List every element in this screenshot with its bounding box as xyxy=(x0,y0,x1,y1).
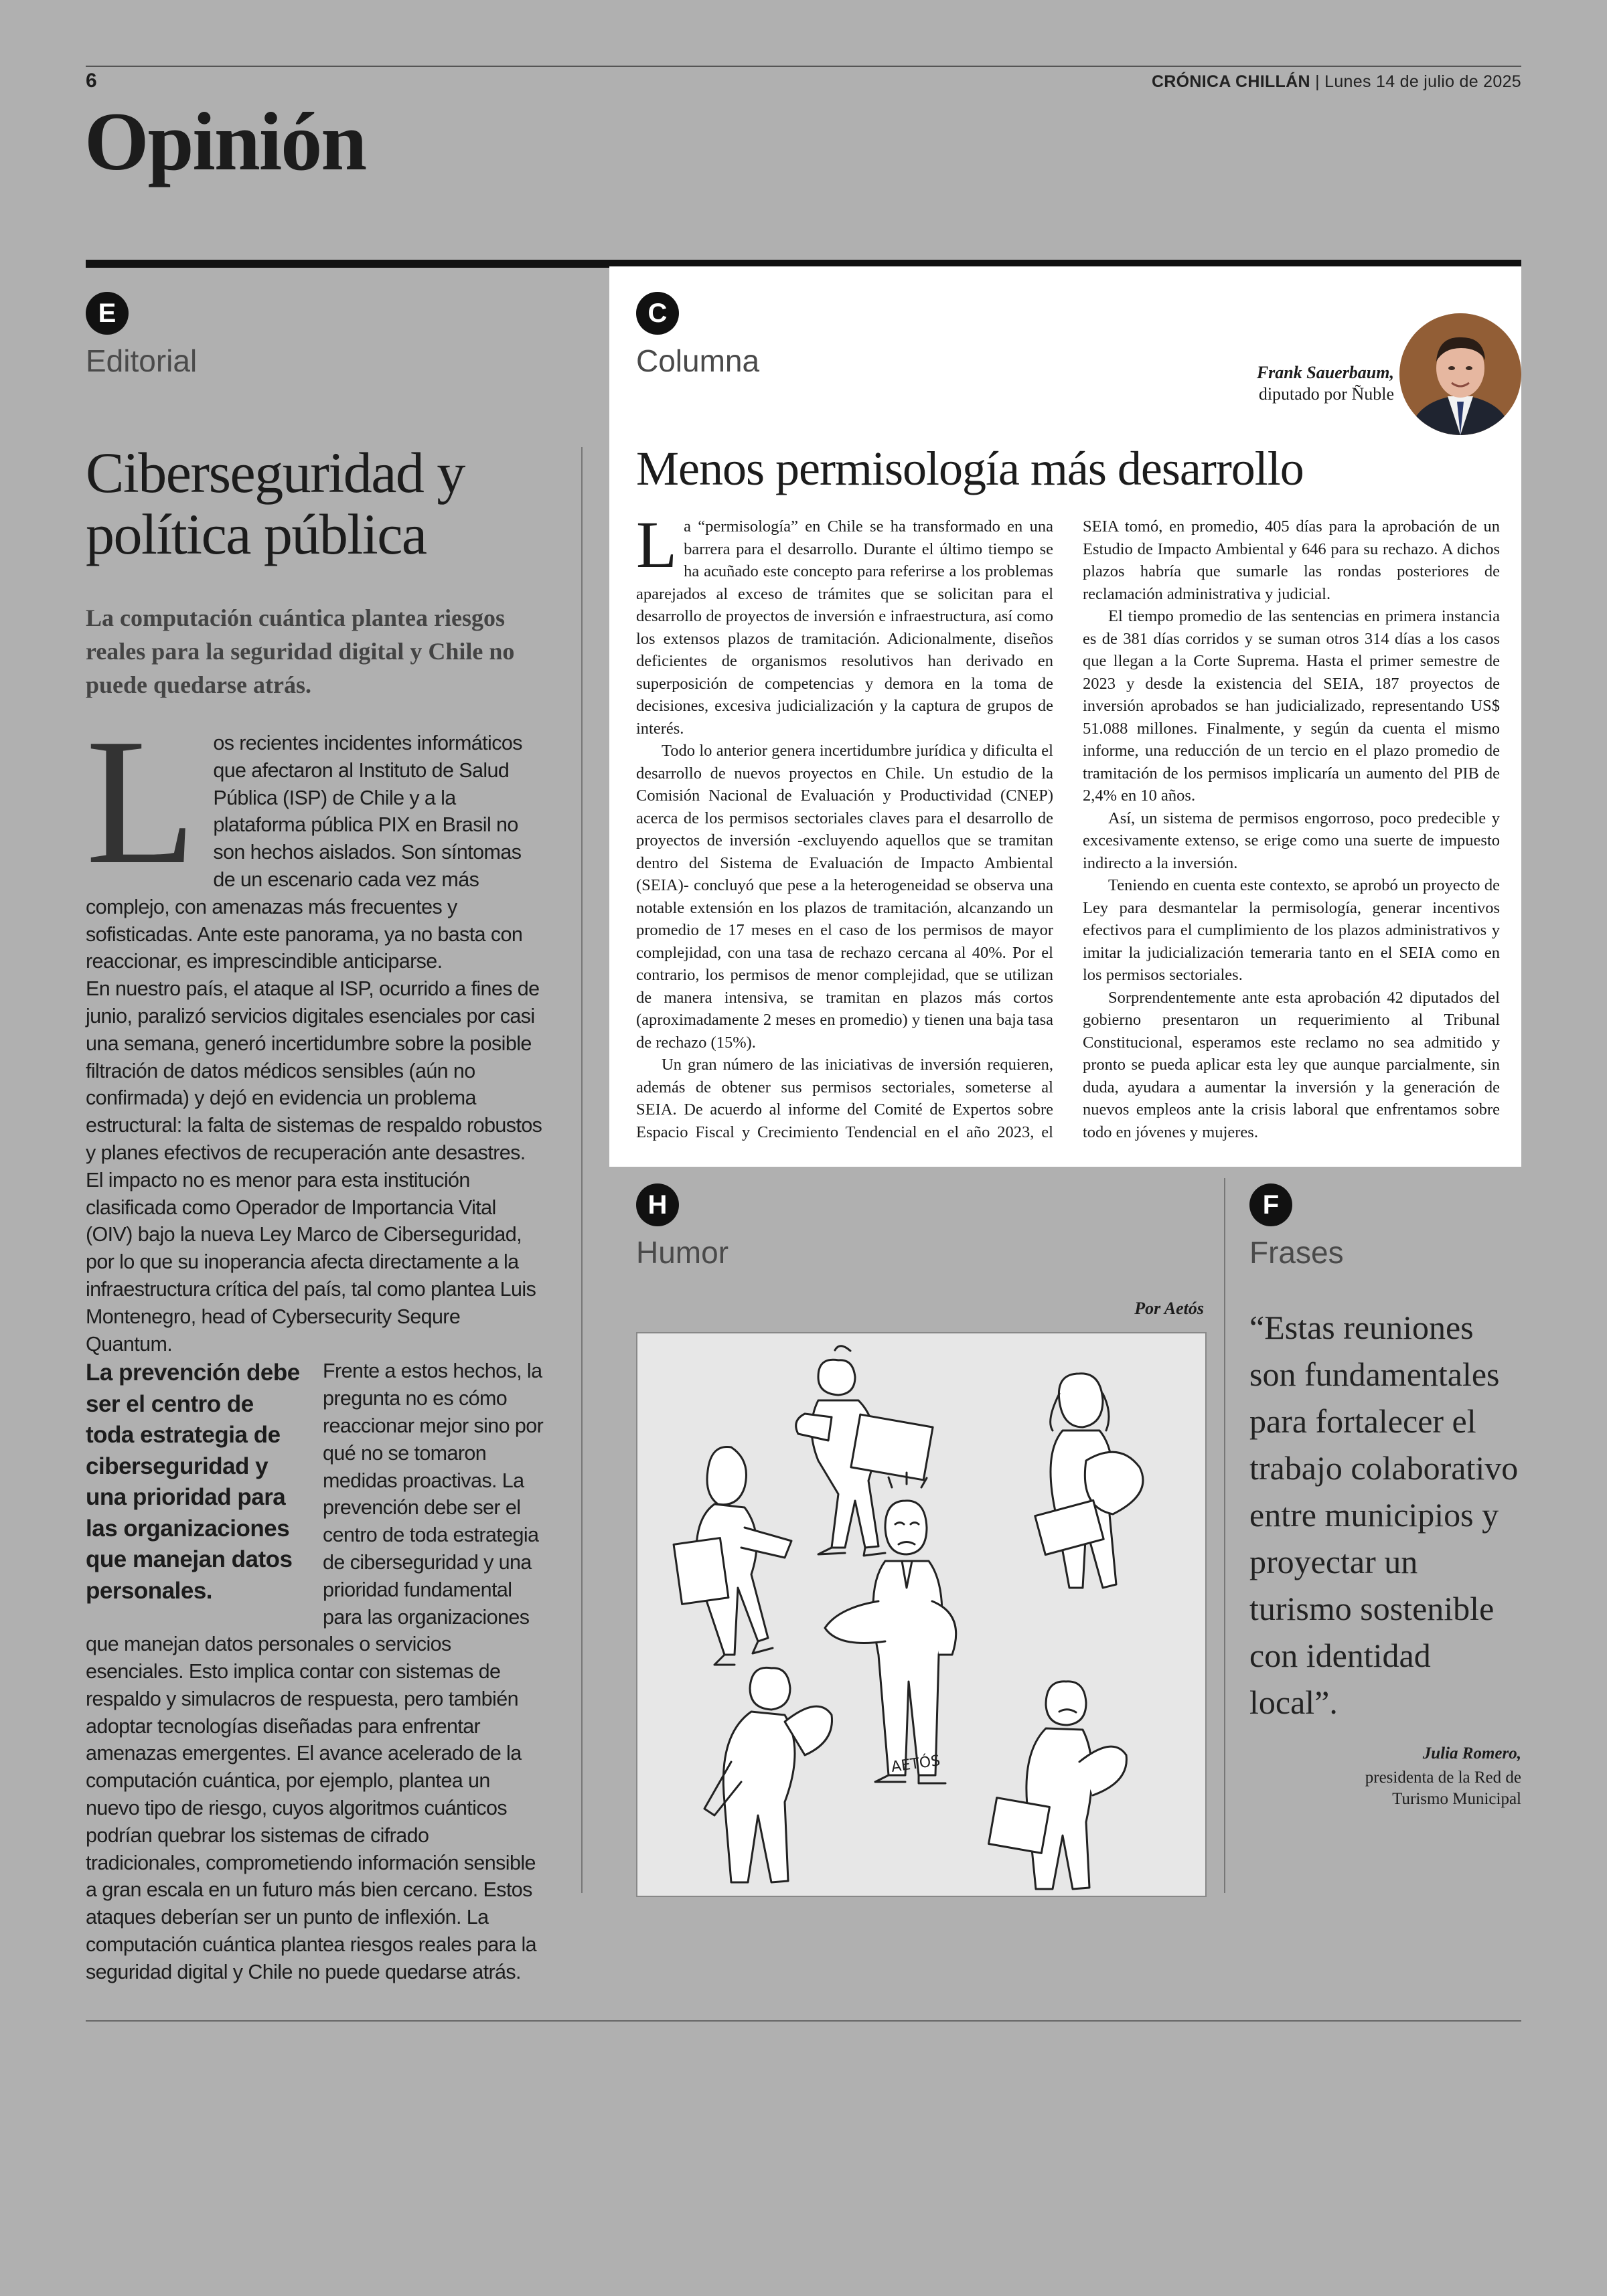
column-author-name: Frank Sauerbaum, xyxy=(1256,363,1394,382)
column-separator-right xyxy=(1224,1178,1225,1893)
top-rule xyxy=(86,66,1521,67)
issue-date: Lunes 14 de julio de 2025 xyxy=(1324,72,1521,91)
editorial-dropcap: L xyxy=(86,702,196,902)
cartoon-figure xyxy=(1035,1374,1143,1588)
editorial-badge: E xyxy=(86,292,129,335)
cartoon-signature: AETÓS xyxy=(890,1752,941,1776)
column-paragraph: Teniendo en cuenta este contexto, se aprobó un proyecto de Ley para desmantelar la permisología, generar incentivos efectivos para el cumplimiento de los plazos administrativos y imitar la judicialización temeraria tanto en el SEIA como en los permisos sectoriales. xyxy=(1083,876,1500,984)
editorial-paragraph-3: Frente a estos hechos, la pregunta no es cómo reaccionar mejor sino por qué no se tomaron medidas proactivas. La prevención debe ser el centro de toda estrategia de ciberseguridad y una prioridad fundamental para las organizaciones que manejan datos personales o servicios esenciales. Esto implica contar con sistemas de respaldo y simulacros de respuesta, pero también adoptar tecnologías diseñadas para enfrentar amenazas emergentes. El avance acelerado de la computación cuántica, por ejemplo, plantea un nuevo tipo de riesgo, cuyos algoritmos cuánticos podrían quebrar los sistemas de cifrado tradicionales, comprometiendo información sensible a gran escala en un futuro más bien cercano. Estos ataques deberían ser un punto de inflexión. La computación cuántica plantea riesgos reales para la seguridad digital y Chile no puede quedarse atrás. xyxy=(86,1360,544,1983)
column-headline: Menos permisología más desarrollo xyxy=(636,442,1304,495)
bottom-rule xyxy=(86,2020,1521,2022)
column-paragraph: Así, un sistema de permisos engorroso, poco predecible y excesivamente extenso, se erige como una suerte de impuesto indirecto a la inversión. xyxy=(1083,809,1500,872)
humor-label: Humor xyxy=(636,1235,729,1270)
column-badge: C xyxy=(636,292,679,335)
cartoon xyxy=(636,1332,1207,1897)
editorial-pullquote: La prevención debe ser el centro de toda estrategia de ciberseguridad y una prioridad para las organizaciones que manejan datos personales. xyxy=(86,1360,300,1604)
cartoon-bureaucrats-icon xyxy=(637,1333,1205,1896)
column-label: Columna xyxy=(636,343,760,378)
section-title: Opinión xyxy=(84,96,366,187)
column-paragraph: La “permisología” en Chile se ha transformado en una barrera para el desarrollo. Durante el último tiempo se ha acuñado este concepto para referirse a los problemas aparejados al exceso de trámites que se solicitan para el desarrollo de proyectos de inversión e infraestructura, así como los extensos plazos de tramitación. Adicionalmente, diseños deficientes de organismos resolutivos han derivado en superposición de competencias y demora en la toma de decisiones, excesiva judicialización y la captura de grupos de interés. xyxy=(636,507,1053,738)
humor-credit: Por Aetós xyxy=(1134,1299,1204,1318)
cartoon-figure xyxy=(674,1447,791,1665)
cartoon-figure xyxy=(989,1682,1127,1889)
editorial-paragraph-1: os recientes incidentes informáticos que afectaron al Instituto de Salud Pública (ISP) de Chile y a la plataforma pública PIX en Brasil no son hechos aislados. Son síntomas de un escenario cada vez más complejo, con amenazas más frecuentes y sofisticadas. Ante este panorama, ya no basta con reaccionar, es imprescindible anticiparse. xyxy=(86,732,523,973)
editorial-label: Editorial xyxy=(86,343,198,378)
column-separator-left xyxy=(581,447,583,1893)
editorial-body xyxy=(86,702,548,1986)
editorial-headline: Ciberseguridad y política pública xyxy=(86,440,465,566)
publication-name: CRÓNICA CHILLÁN xyxy=(1151,72,1310,91)
column-paragraph: Un gran número de las iniciativas de inversión requieren, además de obtener sus permisos sectoriales, someterse al SEIA. De acuerdo al informe del Comité de Expertos sobre Espacio Fiscal y Crecimiento Tendencial en el año 2023, el SEIA tomó, en promedio, 405 días para la aprobación de un Estudio de Impacto Ambiental y 646 para su rechazo. A dichos plazos habría que sumarle las rondas posteriores de reclamación administrativa y judicial. xyxy=(636,517,1500,1141)
frases-quote: “Estas reuniones son fundamentales para fortalecer el trabajo colaborativo entre municipios y proyectar un turismo sostenible con identidad local”. xyxy=(1249,1309,1519,1721)
cartoon-figure xyxy=(704,1667,832,1882)
masthead: CRÓNICA CHILLÁN | Lunes 14 de julio de 2025 xyxy=(1151,72,1521,91)
humor-badge: H xyxy=(636,1183,679,1226)
frases-label: Frases xyxy=(1249,1235,1344,1270)
editorial-paragraph-2: En nuestro país, el ataque al ISP, ocurrido a fines de junio, paralizó servicios digitales esenciales por casi una semana, generó incertidumbre sobre la posible filtración de datos médicos sensibles (aún no confirmada) y dejó en evidencia un problema estructural: la falta de sistemas de respaldo robustos y planes efectivos de recuperación ante desastres. El impacto no es menor para esta institución clasificada como Operador de Importancia Vital (OIV) bajo la nueva Ley Marco de Ciberseguridad, por lo que su inoperancia afecta directamente a la infraestructura crítica del país, tal como plantea Luis Montenegro, head of Cybersecurity Sequre Quantum. xyxy=(86,977,542,1356)
editorial-deck: La computación cuántica plantea riesgos reales para la seguridad digital y Chile no puede quedarse atrás. xyxy=(86,604,515,698)
column-body xyxy=(636,507,1500,1151)
author-avatar xyxy=(1399,313,1521,435)
column-paragraph: Sorprendentemente ante esta aprobación 42 diputados del gobierno presentaron un requerimiento al Tribunal Constitucional, esperamos este reclamo no sea admitido y pronto se pueda aplicar esta ley que aunque parcialmente, sin duda, ayudara a aumentar la inversión y la generación de nuevos empleos ante la crisis laboral que enfrentamos sobre todo en jóvenes y mujeres. xyxy=(1083,988,1500,1141)
frases-author-role: presidenta de la Red de Turismo Municipal xyxy=(1365,1769,1521,1808)
frases-badge: F xyxy=(1249,1183,1292,1226)
column-paragraph: Todo lo anterior genera incertidumbre jurídica y dificulta el desarrollo de nuevos proyectos en Chile. Un estudio de la Comisión Nacional de Evaluación y Productividad (CNEP) acerca de los permisos sectoriales claves para el desarrollo de proyectos de inversión -excluyendo aquellos que se tramitan dentro del Sistema de Evaluación de Impacto Ambiental (SEIA)- concluyó que pese a la heterogeneidad se observa una notable extensión en los plazos de tramitación, alcanzando un promedio de 17 meses en el caso de los permisos de mayor complejidad, con una tasa de rechazo cercana al 40%. Por el contrario, los permisos de menor complejidad, que se utilizan de manera intensiva, se tramitan en plazos más cortos (aproximadamente 2 meses en promedio) y tienen una baja tasa de rechazo (15%). xyxy=(636,742,1053,1052)
frases-author-name: Julia Romero, xyxy=(1422,1744,1521,1762)
author-portrait-icon xyxy=(1399,313,1521,435)
page-number: 6 xyxy=(86,70,97,92)
column-author-role: diputado por Ñuble xyxy=(1258,384,1394,404)
column-paragraph: El tiempo promedio de las sentencias en primera instancia es de 381 días corridos y se suman otros 314 días a los casos que llegan a la Corte Suprema. Hasta el primer semestre de 2023 y desde la existencia del SEIA, 187 proyectos de inversión aprobados se han judicializado, representando US$ 51.088 millones. Finalmente, y según da cuenta el mismo informe, una reducción de un tercio en el plazo promedio de tramitación de los permisos implicaría un aumento del PIB de 2,4% en 10 años. xyxy=(1083,607,1500,805)
column-dropcap: L xyxy=(636,507,678,582)
